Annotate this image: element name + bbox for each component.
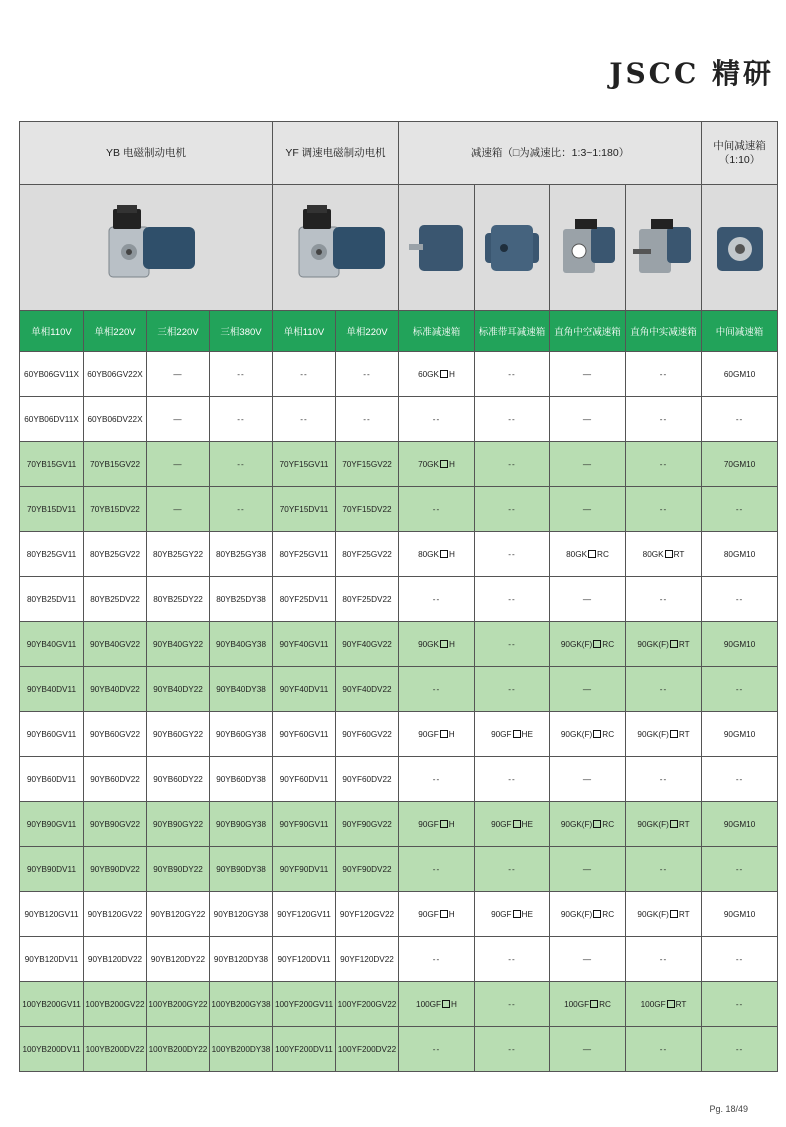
table-cell: 90GK(F) RT xyxy=(626,802,702,847)
table-row xyxy=(20,1027,778,1072)
brake-motor-image xyxy=(20,185,273,311)
ratio-placeholder-box xyxy=(440,820,448,828)
table-cell: 90YB40DV22 xyxy=(84,667,147,712)
table-cell: 90YB40GY22 xyxy=(147,622,210,667)
table-cell: 70GM10 xyxy=(702,442,778,487)
intermediate-gearbox-image xyxy=(702,185,778,311)
table-cell: -- xyxy=(475,397,550,442)
table-cell: -- xyxy=(399,577,475,622)
table-cell: -- xyxy=(399,1027,475,1072)
ratio-placeholder-box xyxy=(593,910,601,918)
table-cell: 90YB60GV22 xyxy=(84,712,147,757)
table-row xyxy=(20,577,778,622)
table-cell: -- xyxy=(626,352,702,397)
table-cell: 100YB200GV22 xyxy=(84,982,147,1027)
ratio-placeholder-box xyxy=(440,550,448,558)
table-cell: 100YB200GY22 xyxy=(147,982,210,1027)
ratio-placeholder-box xyxy=(440,640,448,648)
column-header: 单相220V xyxy=(336,311,399,352)
table-cell: 90YB90DY22 xyxy=(147,847,210,892)
table-cell: -- xyxy=(273,352,336,397)
table-cell: 90YB120GV11 xyxy=(20,892,84,937)
table-cell: 90YB90GY22 xyxy=(147,802,210,847)
table-cell: -- xyxy=(273,397,336,442)
table-cell: -- xyxy=(702,937,778,982)
table-cell: 90YB120DY38 xyxy=(210,937,273,982)
table-cell: 90YB90GV22 xyxy=(84,802,147,847)
table-cell: 90GM10 xyxy=(702,622,778,667)
table-row xyxy=(20,982,778,1027)
table-cell: 90GK(F) RC xyxy=(550,802,626,847)
table-cell: 70YF15GV22 xyxy=(336,442,399,487)
table-cell: 70YB15DV11 xyxy=(20,487,84,532)
ratio-placeholder-box xyxy=(440,910,448,918)
table-cell: 80YF25GV22 xyxy=(336,532,399,577)
table-cell: -- xyxy=(702,577,778,622)
table-cell: 100YB200DV22 xyxy=(84,1027,147,1072)
ratio-placeholder-box xyxy=(670,730,678,738)
table-cell: 60YB06GV11X xyxy=(20,352,84,397)
table-cell: 90YF40GV11 xyxy=(273,622,336,667)
table-cell: 90YF120DV22 xyxy=(336,937,399,982)
table-cell: -- xyxy=(702,1027,778,1072)
table-cell: — xyxy=(550,352,626,397)
table-cell: -- xyxy=(210,397,273,442)
table-cell: -- xyxy=(336,352,399,397)
ratio-placeholder-box xyxy=(667,1000,675,1008)
table-cell: 90GK(F) RC xyxy=(550,892,626,937)
table-cell: — xyxy=(550,397,626,442)
table-cell: -- xyxy=(702,487,778,532)
table-row xyxy=(20,442,778,487)
ratio-placeholder-box xyxy=(440,730,448,738)
table-cell: 90GK(F) RC xyxy=(550,712,626,757)
ratio-placeholder-box xyxy=(665,550,673,558)
eared-gearbox-image xyxy=(475,185,550,311)
table-cell: -- xyxy=(475,352,550,397)
table-cell: 90YB60GV11 xyxy=(20,712,84,757)
table-cell: 90GF H xyxy=(399,892,475,937)
table-cell: 90YF90DV11 xyxy=(273,847,336,892)
table-row xyxy=(20,487,778,532)
table-cell: 70GK H xyxy=(399,442,475,487)
ratio-placeholder-box xyxy=(588,550,596,558)
table-cell: 90YF40DV22 xyxy=(336,667,399,712)
ratio-placeholder-box xyxy=(440,460,448,468)
table-cell: 80YB25GY38 xyxy=(210,532,273,577)
group-header-intermediate: 中间减速箱（1:10） xyxy=(702,122,778,185)
table-cell: 90YB40DV11 xyxy=(20,667,84,712)
table-cell: 80GK RT xyxy=(626,532,702,577)
table-cell: 60YB06DV11X xyxy=(20,397,84,442)
table-row xyxy=(20,847,778,892)
table-cell: 90YB120DY22 xyxy=(147,937,210,982)
table-cell: -- xyxy=(626,1027,702,1072)
table-row xyxy=(20,622,778,667)
table-cell: 100GF H xyxy=(399,982,475,1027)
table-cell: 80YB25GV11 xyxy=(20,532,84,577)
table-cell: 90YB40GY38 xyxy=(210,622,273,667)
ratio-placeholder-box xyxy=(440,370,448,378)
table-cell: — xyxy=(550,847,626,892)
table-cell: 80YF25DV11 xyxy=(273,577,336,622)
brand-logo: JSCC 精研 xyxy=(609,57,774,90)
table-cell: 100YF200DV11 xyxy=(273,1027,336,1072)
table-cell: 90GK(F) RT xyxy=(626,622,702,667)
table-row xyxy=(20,802,778,847)
table-cell: 100YB200DV11 xyxy=(20,1027,84,1072)
table-cell: 90YB40DY22 xyxy=(147,667,210,712)
table-cell: 90GF HE xyxy=(475,892,550,937)
table-cell: 90YB40GV11 xyxy=(20,622,84,667)
table-cell: -- xyxy=(475,937,550,982)
table-cell: 90GM10 xyxy=(702,802,778,847)
table-cell: -- xyxy=(336,397,399,442)
table-cell: 90YB120GY22 xyxy=(147,892,210,937)
group-header-yb: YB 电磁制动电机 xyxy=(20,122,273,185)
table-cell: 90GK H xyxy=(399,622,475,667)
table-cell: 90YB120DV11 xyxy=(20,937,84,982)
table-cell: 80YB25DV22 xyxy=(84,577,147,622)
table-cell: -- xyxy=(210,487,273,532)
table-row xyxy=(20,397,778,442)
table-cell: 100GF RT xyxy=(626,982,702,1027)
table-cell: 90YB120DV22 xyxy=(84,937,147,982)
table-cell: 90YF120GV22 xyxy=(336,892,399,937)
table-cell: -- xyxy=(702,982,778,1027)
table-cell: 90GK(F) RT xyxy=(626,892,702,937)
table-cell: -- xyxy=(475,667,550,712)
table-cell: 90YB60DV22 xyxy=(84,757,147,802)
ratio-placeholder-box xyxy=(590,1000,598,1008)
table-cell: 90YB60DY22 xyxy=(147,757,210,802)
table-cell: 90YF60DV22 xyxy=(336,757,399,802)
table-cell: — xyxy=(550,667,626,712)
table-cell: — xyxy=(550,937,626,982)
table-cell: 100YB200DY22 xyxy=(147,1027,210,1072)
table-row xyxy=(20,667,778,712)
table-cell: -- xyxy=(475,847,550,892)
table-cell: -- xyxy=(475,487,550,532)
table-row xyxy=(20,532,778,577)
table-cell: 90YB90DY38 xyxy=(210,847,273,892)
page-number: Pg. 18/49 xyxy=(709,1104,748,1114)
table-cell: 90YF120GV11 xyxy=(273,892,336,937)
table-cell: -- xyxy=(475,532,550,577)
group-header-yf: YF 调速电磁制动电机 xyxy=(273,122,399,185)
table-cell: 90GF H xyxy=(399,712,475,757)
table-cell: -- xyxy=(626,442,702,487)
ratio-placeholder-box xyxy=(513,730,521,738)
table-cell: — xyxy=(147,442,210,487)
column-header: 三相380V xyxy=(210,311,273,352)
product-table xyxy=(19,121,778,1072)
table-cell: 90GF HE xyxy=(475,802,550,847)
table-cell: 90GM10 xyxy=(702,712,778,757)
table-cell: -- xyxy=(626,847,702,892)
ratio-placeholder-box xyxy=(442,1000,450,1008)
column-header: 三相220V xyxy=(147,311,210,352)
table-cell: 100GF RC xyxy=(550,982,626,1027)
table-cell: -- xyxy=(475,442,550,487)
table-cell: — xyxy=(147,487,210,532)
table-cell: 90YB60GY22 xyxy=(147,712,210,757)
table-cell: 90GF H xyxy=(399,802,475,847)
table-cell: -- xyxy=(399,667,475,712)
standard-gearbox-image xyxy=(399,185,475,311)
table-cell: -- xyxy=(399,847,475,892)
table-row xyxy=(20,757,778,802)
table-cell: -- xyxy=(475,622,550,667)
table-cell: — xyxy=(550,487,626,532)
table-cell: -- xyxy=(626,487,702,532)
table-cell: -- xyxy=(399,487,475,532)
table-cell: 80YF25GV11 xyxy=(273,532,336,577)
table-cell: -- xyxy=(475,577,550,622)
table-cell: 90YB90DV22 xyxy=(84,847,147,892)
table-cell: 90YB60GY38 xyxy=(210,712,273,757)
table-cell: -- xyxy=(210,442,273,487)
table-cell: — xyxy=(147,352,210,397)
table-cell: 90YF60DV11 xyxy=(273,757,336,802)
table-cell: 90YB120GY38 xyxy=(210,892,273,937)
ratio-placeholder-box xyxy=(670,640,678,648)
table-cell: 90YB90DV11 xyxy=(20,847,84,892)
ratio-placeholder-box xyxy=(670,910,678,918)
table-cell: -- xyxy=(626,667,702,712)
right-angle-solid-gearbox-image xyxy=(626,185,702,311)
table-cell: 90GK(F) RC xyxy=(550,622,626,667)
table-cell: 90YF90GV22 xyxy=(336,802,399,847)
table-cell: 70YF15DV11 xyxy=(273,487,336,532)
table-cell: 90YF90GV11 xyxy=(273,802,336,847)
table-cell: 100YF200GV22 xyxy=(336,982,399,1027)
table-cell: 90GM10 xyxy=(702,892,778,937)
table-cell: -- xyxy=(475,982,550,1027)
column-header: 中间减速箱 xyxy=(702,311,778,352)
group-header-gearbox: 减速箱（□为减速比：1:3~1:180） xyxy=(399,122,702,185)
table-cell: — xyxy=(550,1027,626,1072)
table-cell: 90YB40DY38 xyxy=(210,667,273,712)
table-cell: 100YB200GV11 xyxy=(20,982,84,1027)
table-cell: 80YB25DY38 xyxy=(210,577,273,622)
table-cell: 90YB40GV22 xyxy=(84,622,147,667)
table-cell: 80GM10 xyxy=(702,532,778,577)
table-cell: 70YB15DV22 xyxy=(84,487,147,532)
table-cell: 70YB15GV22 xyxy=(84,442,147,487)
column-header: 标准减速箱 xyxy=(399,311,475,352)
column-header: 直角中空减速箱 xyxy=(550,311,626,352)
table-cell: 70YF15GV11 xyxy=(273,442,336,487)
table-cell: 80YB25GV22 xyxy=(84,532,147,577)
table-cell: -- xyxy=(626,397,702,442)
right-angle-hollow-gearbox-image xyxy=(550,185,626,311)
ratio-placeholder-box xyxy=(593,640,601,648)
table-cell: 80GK RC xyxy=(550,532,626,577)
table-cell: 80YB25DV11 xyxy=(20,577,84,622)
table-cell: -- xyxy=(702,757,778,802)
table-row xyxy=(20,892,778,937)
column-header: 标准带耳减速箱 xyxy=(475,311,550,352)
table-cell: -- xyxy=(702,397,778,442)
table-cell: — xyxy=(550,577,626,622)
table-cell: 90YB120GV22 xyxy=(84,892,147,937)
column-header: 单相110V xyxy=(20,311,84,352)
table-cell: 90YF40GV22 xyxy=(336,622,399,667)
table-cell: -- xyxy=(399,397,475,442)
table-cell: -- xyxy=(702,847,778,892)
table-cell: — xyxy=(147,397,210,442)
ratio-placeholder-box xyxy=(593,730,601,738)
table-cell: 90YB60DV11 xyxy=(20,757,84,802)
table-cell: 90YF120DV11 xyxy=(273,937,336,982)
table-cell: 100YF200DV22 xyxy=(336,1027,399,1072)
table-cell: -- xyxy=(626,937,702,982)
table-row xyxy=(20,937,778,982)
table-cell: 80YF25DV22 xyxy=(336,577,399,622)
table-cell: 80GK H xyxy=(399,532,475,577)
column-header: 直角中实减速箱 xyxy=(626,311,702,352)
table-cell: -- xyxy=(210,352,273,397)
table-cell: -- xyxy=(399,757,475,802)
table-cell: 90YB60DY38 xyxy=(210,757,273,802)
ratio-placeholder-box xyxy=(513,910,521,918)
table-cell: 60YB06GV22X xyxy=(84,352,147,397)
table-cell: 100YB200DY38 xyxy=(210,1027,273,1072)
column-header: 单相220V xyxy=(84,311,147,352)
table-cell: 80YB25DY22 xyxy=(147,577,210,622)
table-cell: -- xyxy=(626,577,702,622)
table-cell: 90YF40DV11 xyxy=(273,667,336,712)
table-cell: 90YB90GV11 xyxy=(20,802,84,847)
table-cell: 100YB200GY38 xyxy=(210,982,273,1027)
ratio-placeholder-box xyxy=(670,820,678,828)
table-cell: — xyxy=(550,757,626,802)
table-cell: 70YF15DV22 xyxy=(336,487,399,532)
table-cell: 90GF HE xyxy=(475,712,550,757)
table-cell: -- xyxy=(702,667,778,712)
table-cell: -- xyxy=(475,1027,550,1072)
table-cell: 90YF60GV22 xyxy=(336,712,399,757)
table-cell: 60GM10 xyxy=(702,352,778,397)
table-cell: 90GK(F) RT xyxy=(626,712,702,757)
table-cell: 100YF200GV11 xyxy=(273,982,336,1027)
table-row xyxy=(20,352,778,397)
ratio-placeholder-box xyxy=(513,820,521,828)
speed-brake-motor-image xyxy=(273,185,399,311)
table-cell: 90YF90DV22 xyxy=(336,847,399,892)
table-cell: -- xyxy=(475,757,550,802)
table-cell: 80YB25GY22 xyxy=(147,532,210,577)
table-cell: — xyxy=(550,442,626,487)
table-row xyxy=(20,712,778,757)
table-cell: 90YB90GY38 xyxy=(210,802,273,847)
table-cell: -- xyxy=(399,937,475,982)
table-cell: 90YF60GV11 xyxy=(273,712,336,757)
table-cell: -- xyxy=(626,757,702,802)
table-cell: 70YB15GV11 xyxy=(20,442,84,487)
table-cell: 60YB06DV22X xyxy=(84,397,147,442)
table-cell: 60GK H xyxy=(399,352,475,397)
ratio-placeholder-box xyxy=(593,820,601,828)
column-header: 单相110V xyxy=(273,311,336,352)
